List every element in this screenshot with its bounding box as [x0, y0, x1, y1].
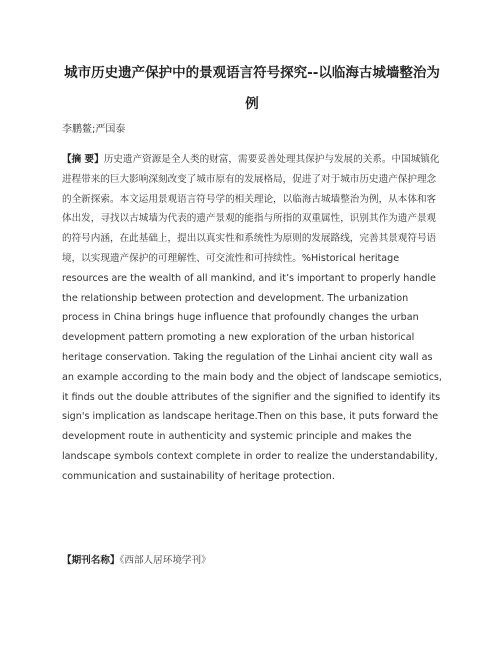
authors: 李鹏鳌;严国泰 — [62, 124, 126, 135]
journal-line — [62, 553, 211, 569]
abstract-label: 【摘 要】 — [62, 154, 104, 165]
journal-name: 《西部人居环境学刊》 — [119, 555, 211, 566]
journal-label: 【期刊名称】 — [62, 555, 120, 566]
abstract-chinese: 历史遗产资源是全人类的财富，需要妥善处理其保护与发展的关系。中国城镇化进程带来的巨大影响深刻改变了城市原有的发展格局，促进了对于城市历史遗产保护理念的全新探索。本文运用景观语言符号学的相关理论，以临海古城墙整治为例，从本体和客体出发，寻找以古城墙为代表的遗产景观的能指与所指的双重属性，识别其作为遗产景观的符号内涵，在此基础上，提出以真实性和系统性为原则的发展路线，完善其景观符号语境，以实现遗产保护的可理解性、可交流性和可持续性。 — [62, 154, 440, 264]
abstract — [62, 150, 444, 487]
abstract-english: %Historical heritage resources are the wealth of all mankind, and it’s important to properly handle the relationship between protection and development. The urbanization process in China brings huge influence that profoundly changes the urban development pattern promoting a new exploration of the urban historical heritage conservation. Taking the regulation of the Linhai ancient city wall as an example according to the main body and the object of landscape semiotics, it finds out the double attributes of the signifier and the signified to identify its sign's implication as landscape heritage.Then on this base, it puts forward the development route in authenticity and systemic principle and makes the landscape symbols context complete in order to realize the understandability, communication and sustainability of heritage protection. — [62, 252, 442, 482]
page-title: 城市历史遗产保护中的景观语言符号探究--以临海古城墙整治为例 — [64, 65, 440, 112]
